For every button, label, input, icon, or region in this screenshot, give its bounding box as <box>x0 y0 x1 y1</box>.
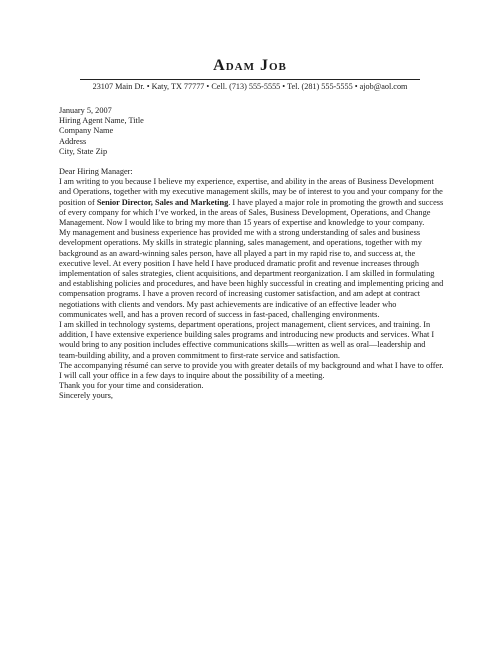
letter-body <box>59 106 446 402</box>
applicant-name: Adam Job <box>213 57 287 74</box>
recipient-line: Address <box>59 136 87 146</box>
salutation: Dear Hiring Manager: <box>59 167 133 177</box>
paragraph-intro <box>59 177 446 228</box>
recipient-address <box>59 116 446 157</box>
paragraph-text: . I have played a major role in promoting the growth and success of every company for which I’ve worked, in the areas of Sales, Business Development, Operations, and Change Management. Now I would like to bring my more than 15 years of expertise and knowledge to your company. <box>59 197 444 228</box>
recipient-line: Company Name <box>59 126 114 136</box>
paragraph-thanks: Thank you for your time and consideration. <box>59 381 204 391</box>
paragraph-resume: The accompanying résumé can serve to provide you with greater details of my background and what I have to offer. <box>59 360 444 370</box>
paragraph-skills: I am skilled in technology systems, department operations, project management, client services, and training. In addition, I have extensive experience building sales programs and introducing new products and services. What I would bring to any position includes effective communications skills—written as well as oral—leadership and team-building ability, and a proven commitment to first-rate service and satisfaction. <box>59 320 435 360</box>
recipient-line: City, State Zip <box>59 146 108 156</box>
paragraph-experience: My management and business experience has provided me with a strong understanding of sales and business development operations. My skills in strategic planning, sales management, and operations, together with my background as an award-winning sales person, have all played a part in my rapid rise to, and success at, the executive level. At every position I have held I have produced dramatic profit and revenue increases through implementation of sales strategies, client acquisitions, and department reorganization. I am skilled in formulating and establishing policies and procedures, and have been highly successful in creating and implementing pricing and compensation programs. I have a proven record of increasing customer satisfaction, and am adept at contract negotiations with clients and vendors. My past achievements are indicative of an effective leader who communicates well, and has a proven record of success in fast-paced, challenging environments. <box>59 228 444 319</box>
contact-line: 23107 Main Dr. • Katy, TX 77777 • Cell. (713) 555-5555 • Tel. (281) 555-5555 • ajob@aol.com <box>92 82 408 91</box>
paragraph-followup: I will call your office in a few days to inquire about the possibility of a meeting. <box>59 371 325 381</box>
header-divider <box>80 79 420 80</box>
letter-date: January 5, 2007 <box>59 106 112 115</box>
recipient-line: Hiring Agent Name, Title <box>59 116 144 126</box>
position-title: Senior Director, Sales and Marketing <box>96 197 229 207</box>
closing: Sincerely yours, <box>59 391 113 401</box>
paragraph-text: I am writing to you because I believe my experience, expertise, and ability in the areas of Business Development and Operations, together with my executive management skills, may be of interest to you and your company for the position of <box>59 177 443 207</box>
